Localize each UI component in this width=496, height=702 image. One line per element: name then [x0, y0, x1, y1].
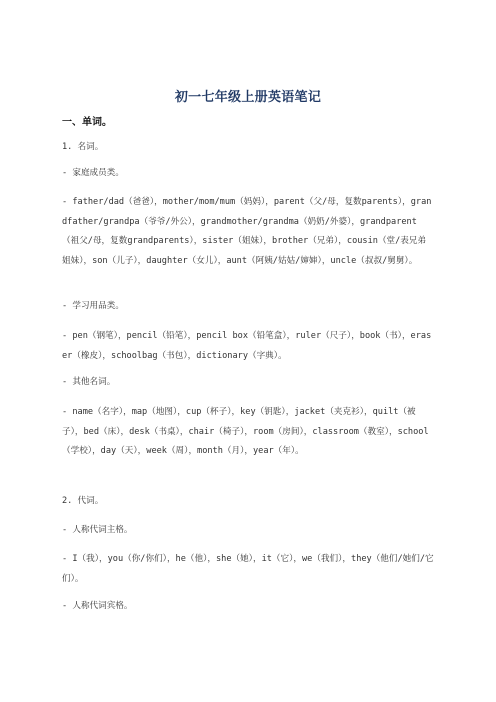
- paragraph-nouns-heading: 1. 名词。: [62, 142, 104, 152]
- paragraph-pronouns-heading: 2. 代词。: [62, 496, 104, 506]
- document-title: 初一七年级上册英语笔记: [174, 90, 322, 105]
- paragraph-family-members: - father/dad（爸爸），mother/mom/mum（妈妈），parent（父/母，复数parents），grandfather/grandpa（爷爷/外公），grandmother/grandma（奶奶/外婆），grandparent（祖父/母，复数grandparents），sister（姐妹），brother（兄弟），cousin（堂/表兄弟姐妹），son（儿子），daughter（女儿），aunt（阿姨/姑姑/婶婶），uncle（叔叔/舅舅）。: [62, 197, 432, 266]
- paragraph-subject-pronouns-heading: - 人称代词主格。: [62, 525, 133, 535]
- paragraph-subject-pronouns: - I（我），you（你/你们），he（他），she（她），it（它），we（我们），they（他们/她们/它们）。: [62, 554, 434, 584]
- paragraph-family-members-heading: - 家庭成员类。: [62, 168, 124, 178]
- paragraph-other-nouns: - name（名字），map（地图），cup（杯子），key（钥匙），jacket（夹克衫），quilt（被子），bed（床），desk（书桌），chair（椅子），room（房间），classroom（教室），school（学校），day（天），week（周），month（月），year（年）。: [62, 407, 429, 456]
- paragraph-other-nouns-heading: - 其他名词。: [62, 377, 116, 387]
- paragraph-object-pronouns-heading: - 人称代词宾格。: [62, 601, 133, 611]
- paragraph-school-supplies-heading: - 学习用品类。: [62, 301, 124, 311]
- paragraph-school-supplies: - pen（钢笔），pencil（铅笔），pencil box（铅笔盒），ruler（尺子），book（书），eraser（橡皮），schoolbag（书包），dictionary（字典）。: [62, 331, 432, 361]
- section-heading-vocabulary: 一、单词。: [62, 117, 112, 128]
